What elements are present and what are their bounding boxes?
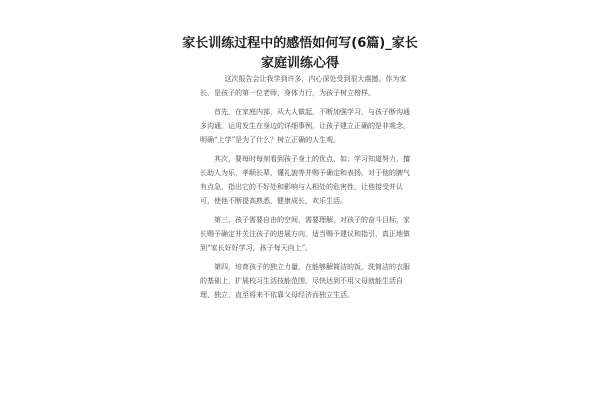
paragraph-fourth-point: 第四，培育孩子的独立力量，在能够解简洁的饭，洗简洁的衣服的基础上，扩展校习生活技能范围，尽快达到不用父母就能生活自理、独立，直至将来不依靠父母经济而独立生活。 <box>200 263 410 299</box>
paragraph-intro: 这次报告会让我学到许多，内心深处受到很大震撼。作为家长，是孩子的第一位老师，身体力行，为孩子树立榜样。 <box>200 75 407 97</box>
paragraph-third-point: 第三，孩子需要自由的空间，需要理解，对孩子的奋斗目标，家长赐予确定并关注孩子的进展方向，适当赐予建议和指引，真正地做到“家长好好学习，孩子每天向上”。 <box>200 216 410 252</box>
document-title-line2: 家庭训练心得 <box>260 56 339 71</box>
paragraph-first-point: 首先，在家庭内部，从大人做起，不断加强学习，与孩子断沟通多沟通，运用发生在身边的详细事例，让孩子建立正确的是非观念，明确“上学”是为了什么？树立正确的人生观。 <box>200 108 410 144</box>
document-body <box>200 72 415 307</box>
paragraph-second-point: 其次，要每时每刻看到孩子身上的优点，如：学习知道努力，擅长助人为乐，孝顺长辈，懂礼貌等并赐予确定和表扬。对于他的脾气有点急，指出它的不好处和影响与人相处的危害性，让他接受并认可，使他不断提高熟悉，健康成长，欢乐生活。 <box>200 155 410 205</box>
document-title-line1: 家长训练过程中的感悟如何写(6篇)_家长 <box>182 36 418 51</box>
